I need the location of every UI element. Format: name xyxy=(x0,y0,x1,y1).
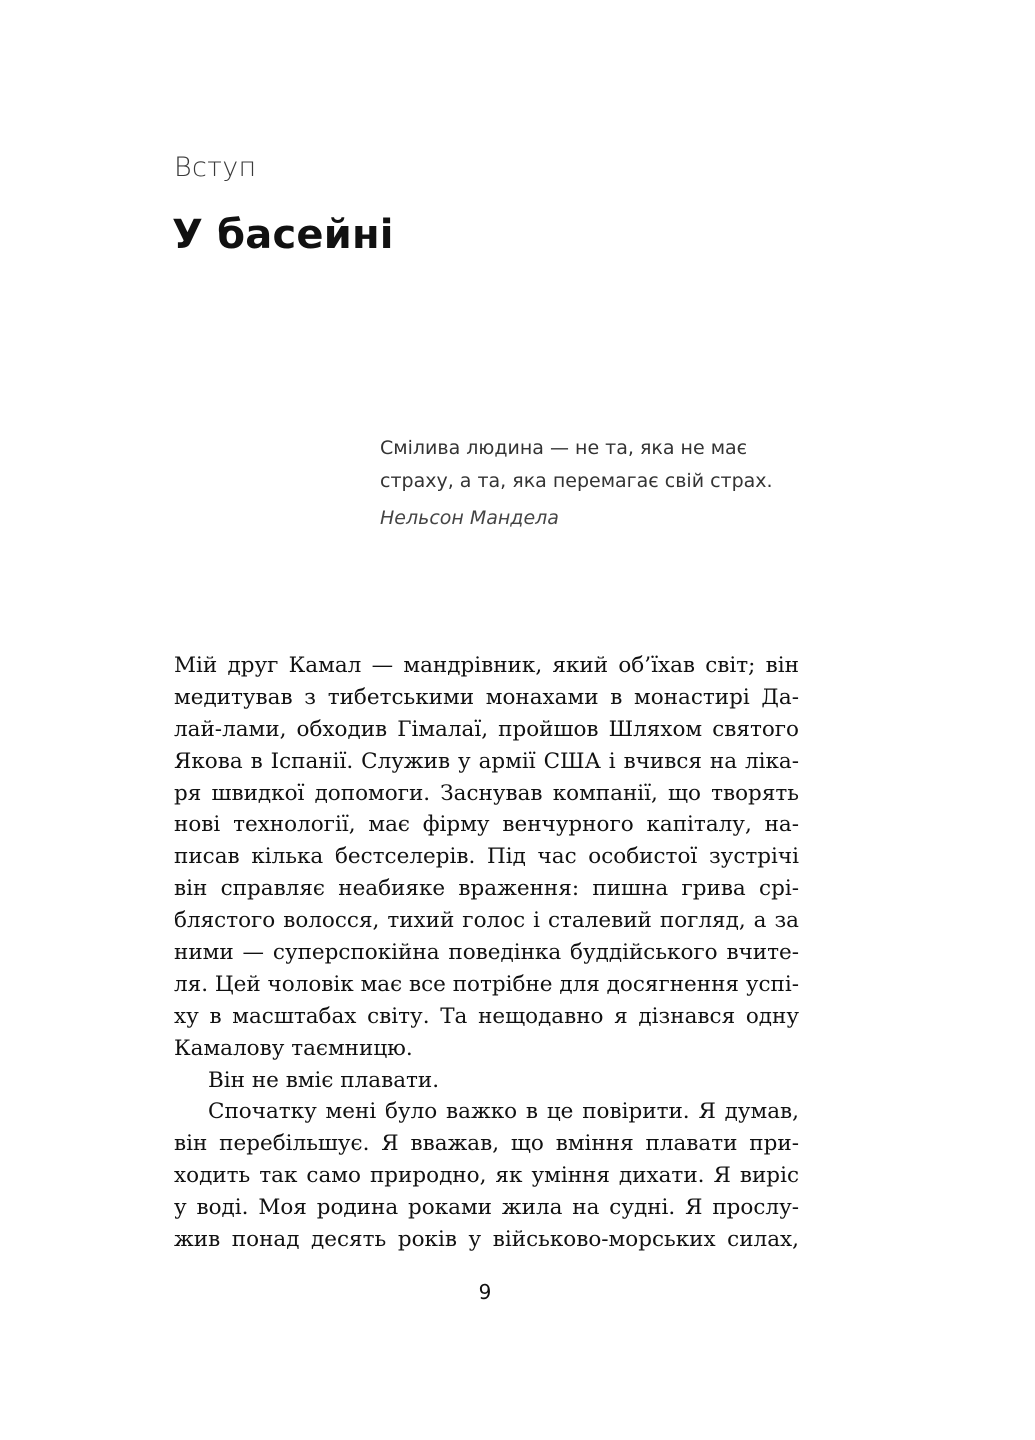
text-line: ними — суперспокійна поведінка буддійського вчите- xyxy=(174,940,799,966)
text-line: він справляє неабияке враження: пишна грива срі- xyxy=(174,876,799,902)
chapter-title: У басейні xyxy=(172,212,394,258)
epigraph xyxy=(380,432,800,535)
page-number: 9 xyxy=(478,1280,492,1304)
text-line: Якова в Іспанії. Служив у армії США і вчився на ліка- xyxy=(174,748,799,774)
section-label: Вступ xyxy=(174,152,257,183)
text-line: Спочатку мені було важко в це повірити. Я думав, xyxy=(208,1099,799,1125)
text-line: лай-лами, обходив Гімалаї, пройшов Шляхом святого xyxy=(174,716,799,742)
epigraph-line: Смілива людина — не та, яка не має xyxy=(380,437,748,459)
text-line: медитував з тибетськими монахами в монастирі Да- xyxy=(174,684,799,710)
epigraph-author: Нельсон Мандела xyxy=(380,507,559,529)
text-line: ля. Цей чоловік має все потрібне для досягнення успі- xyxy=(174,971,799,997)
text-line: у воді. Моя родина роками жила на судні. Я прослу- xyxy=(174,1195,799,1221)
text-line: нові технології, має фірму венчурного капіталу, на- xyxy=(174,812,799,838)
text-line: Мій друг Камал — мандрівник, який об’їхав світ; він xyxy=(174,653,799,678)
text-line: блястого волосся, тихий голос і сталевий погляд, а за xyxy=(174,908,799,934)
epigraph-line: страху, а та, яка перемагає свій страх. xyxy=(380,470,773,492)
text-line: ху в масштабах світу. Та нещодавно я дізнався одну xyxy=(174,1003,799,1029)
text-line: Він не вміє плавати. xyxy=(208,1067,440,1093)
text-line: Камалову таємницю. xyxy=(174,1035,413,1061)
body-text xyxy=(174,650,799,1256)
text-line: він перебільшує. Я вважав, що вміння плавати при- xyxy=(174,1131,799,1157)
text-line: писав кілька бестселерів. Під час особистої зустрічі xyxy=(174,844,799,870)
text-line: ря швидкої допомоги. Заснував компанії, що творять xyxy=(174,780,799,806)
text-line: жив понад десять років у військово-морських силах, xyxy=(174,1227,799,1253)
text-line: ходить так само природно, як уміння дихати. Я виріс xyxy=(174,1163,799,1189)
